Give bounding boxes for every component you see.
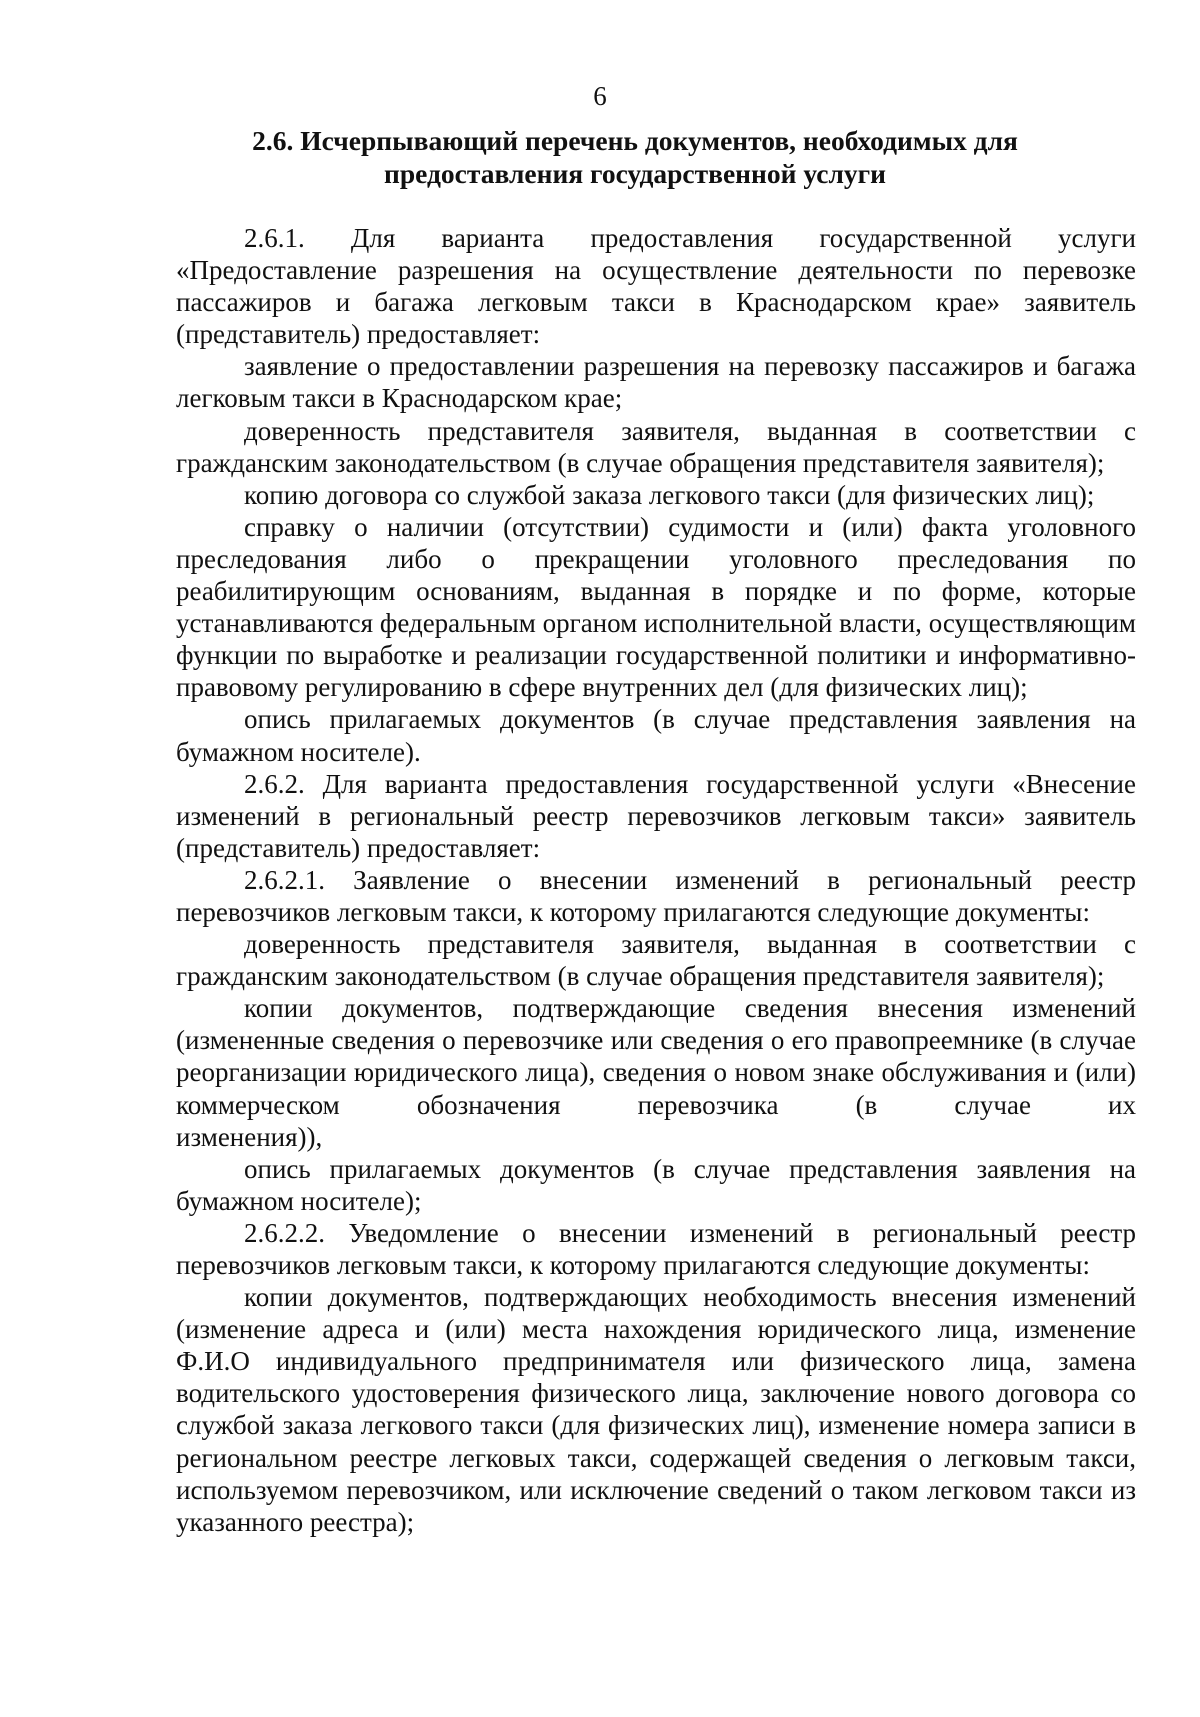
list-item-application: заявление о предоставлении разрешения на перевозку пассажиров и багажа легковым такси в Краснодарском крае;: [176, 351, 1136, 414]
list-item-inventory: опись прилагаемых документов (в случае представления заявления на бумажном носителе).: [176, 704, 1136, 767]
paragraph-2-6-1: 2.6.1. Для варианта предоставления государственной услуги «Предоставление разрешения на осуществление деятельности по перевозке пассажиров и багажа легковым такси в Краснодарском крае» заявитель (представитель) предоставляет:: [176, 223, 1136, 350]
paragraph-2-6-2-2: 2.6.2.2. Уведомление о внесении изменений в региональный реестр перевозчиков легковым такси, к которому прилагаются следующие документы:: [176, 1217, 1136, 1280]
heading-line-2: предоставления государственной услуги: [384, 158, 886, 189]
list-item-contract-copy: копию договора со службой заказа легкового такси (для физических лиц);: [244, 479, 1095, 510]
list-item-criminal-record-certificate: справку о наличии (отсутствии) судимости и (или) факта уголовного преследования либо о прекращении уголовного преследования по реабилитирующим основаниям, выданная в порядке и по форме, которые устанавливаются федеральным органом исполнительной власти, осуществляющим функции по выработке и реализации государственной политики и информативно-правовому регулированию в сфере внутренних дел (для физических лиц);: [176, 511, 1136, 703]
list-item-document-copies-end: изменения)),: [176, 1121, 323, 1152]
list-item-power-of-attorney: доверенность представителя заявителя, выданная в соответствии с гражданским законодательством (в случае обращения представителя заявителя);: [176, 415, 1136, 478]
document-body: [176, 222, 1136, 1538]
list-item-inventory-2: опись прилагаемых документов (в случае представления заявления на бумажном носителе);: [176, 1153, 1136, 1216]
paragraph-2-6-2-1: 2.6.2.1. Заявление о внесении изменений в региональный реестр перевозчиков легковым такси, к которому прилагаются следующие документы:: [176, 864, 1136, 927]
section-heading: [200, 124, 1070, 190]
list-item-document-copies: копии документов, подтверждающие сведения внесения изменений (измененные сведения о перевозчике или сведения о его правопреемнике (в случае реорганизации юридического лица), сведения о новом знаке обслуживания и (или) коммерческом обозначения перевозчика (в случае их: [176, 993, 1136, 1120]
heading-line-1: 2.6. Исчерпывающий перечень документов, необходимых для: [252, 125, 1018, 156]
page-number: 6: [593, 81, 607, 111]
paragraph-2-6-2: 2.6.2. Для варианта предоставления государственной услуги «Внесение изменений в региональный реестр перевозчиков легковым такси» заявитель (представитель) предоставляет:: [176, 768, 1136, 863]
list-item-power-of-attorney-2: доверенность представителя заявителя, выданная в соответствии с гражданским законодательством (в случае обращения представителя заявителя);: [176, 929, 1136, 992]
list-item-change-documents: копии документов, подтверждающих необходимость внесения изменений (изменение адреса и (или) места нахождения юридического лица, изменение Ф.И.О индивидуального предпринимателя или физического лица, замена водительского удостоверения физического лица, заключение нового договора со службой заказа легкового такси (для физических лиц), изменение номера записи в региональном реестре легковых такси, содержащей сведения о легковым такси, используемом перевозчиком, или исключение сведений о таком легковом такси из указанного реестра);: [176, 1282, 1136, 1537]
